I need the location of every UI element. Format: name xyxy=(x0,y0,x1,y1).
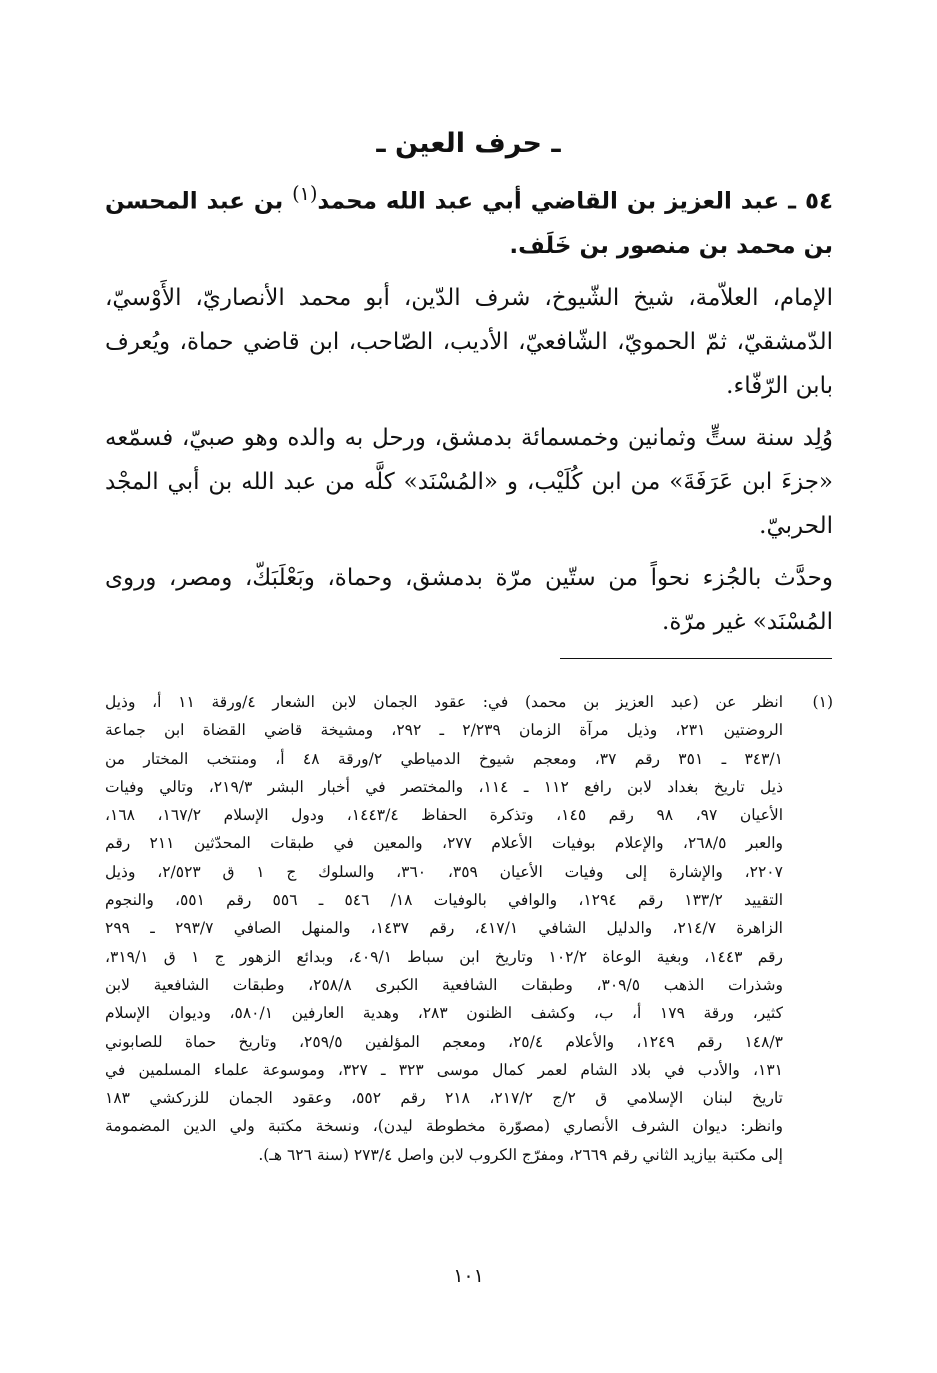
entry-paragraph: وُلِد سنة ستٍّ وثمانين وخمسمائة بدمشق، ورحل به والده وهو صبيّ، فسمّعه «جزءَ ابن عَرَفَةَ» من ابن كُلَيْب، و «المُسْنَد» كلَّه من عبد الله بن أبي المجْد الحربيّ. xyxy=(105,424,833,539)
footnote-line: رقم ١٤٤٣، وبغية الوعاة ١٠٢/٢ وتاريخ ابن سباط ٤٠٩/١، وبدائع الزهور ج ١ ق ٣١٩/١، xyxy=(105,947,783,966)
footnote-line: وانظر: ديوان الشرف الأنصاري (مصوّرة مخطوطة ليدن)، ونسخة مكتبة ولي الدين المضمومة xyxy=(105,1117,783,1136)
footnote-reference: (١) xyxy=(292,182,318,205)
footnote-line: ٢٢٠٧، والإشارة إلى وفيات الأعيان ٣٥٩، ٣٦٠، والسلوك ج ١ ق ٢/٥٢٣، وذيل xyxy=(105,862,783,881)
footnote-line: ٣٤٣/١ ـ ٣٥١ رقم ٣٧، ومعجم شيوخ الدمياطي ٢/ورقة ٤٨ أ، ومنتخب المختار من xyxy=(105,749,783,768)
footnote-line: ١٤٨/٣ رقم ١٢٤٩، والأعلام ٢٥/٤، ومعجم المؤلفين ٢٥٩/٥، وتاريخ حماة للصابوني xyxy=(105,1032,783,1051)
entry-paragraph: وحدَّث بالجُزء نحواً من ستّين مرّة بدمشق، وحماة، وبَعْلَبَكّ، ومصر، وروى المُسْنَد» غير مرّة. xyxy=(105,564,833,635)
footnote-line: انظر عن (عبد العزيز بن محمد) في: عقود الجمان لابن الشعار ٤/ورقة ١١ أ، وذيل xyxy=(105,693,783,711)
footnote-line: تاريخ لبنان الإسلامي ق ٢/ج ٢١٧/٢، ٢١٨ رقم ٥٥٢، وعقود الجمان للزركشي ١٨٣ xyxy=(105,1089,783,1108)
footnote-line: ١٣١، والأدب في بلاد الشام لعمر كمال موسى ٣٢٣ ـ ٣٢٧، وموسوعة علماء المسلمين في xyxy=(105,1060,783,1079)
footnote-line: وشذرات الذهب ٣٠٩/٥، وطبقات الشافعية الكبرى ٢٥٨/٨، وطبقات الشافعية لابن xyxy=(105,975,783,994)
footnote-line: التقييد ١٣٣/٢ رقم ١٢٩٤، والوافي بالوفيات ١٨/ ٥٤٦ ـ ٥٥٦ رقم ٥٥١، والنجوم xyxy=(105,891,783,910)
footnote-line: كثير، ورقة ١٧٩ أ، ب، وكشف الظنون ٢٨٣، وهدية العارفين ٥٨٠/١، وديوان الإسلام xyxy=(105,1004,783,1023)
entry-title xyxy=(105,172,833,268)
entry-paragraph: الإمام، العلاّمة، شيخ الشّيوخ، شرف الدّين، أبو محمد الأنصاريّ، الأَوْسيّ، الدّمشقيّ، ثمّ الحمويّ، الشّافعيّ، الأديب، الصّاحب، ابن قاضي حماة، ويُعرف بابن الرّفّاء. xyxy=(105,284,833,399)
footnote-line: الأعيان ٩٧، ٩٨ رقم ١٤٥، وتذكرة الحفاظ ١٤٤٣/٤، ودول الإسلام ١٦٧/٢، ١٦٨، xyxy=(105,806,783,825)
footnote-marker: (١) xyxy=(812,693,833,711)
footnote-text xyxy=(105,688,783,1169)
section-heading: ـ حرف العين ـ xyxy=(376,128,561,159)
entry-body xyxy=(105,172,833,652)
footnote-divider xyxy=(560,658,832,659)
footnote-line: إلى مكتبة بيازيد الثاني رقم ٢٦٦٩، ومفرّج الكروب لابن واصل ٢٧٣/٤ (سنة ٦٢٦ هـ). xyxy=(258,1145,783,1164)
footnote-line: الروضتين ٢٣١، وذيل مرآة الزمان ٢/٢٣٩ ـ ٢٩٢، ومشيخة قاضي القضاة ابن جماعة xyxy=(105,721,783,740)
entry-title-part2: بن عبد المحسن بن محمد بن منصور بن خَلَف. xyxy=(105,188,833,259)
page-number: ١٠١ xyxy=(453,1265,484,1287)
footnote-line: الزاهرة ٢١٤/٧، والدليل الشافي ٤١٧/١، رقم ١٤٣٧، والمنهل الصافي ٢٩٣/٧ ـ ٢٩٩ xyxy=(105,919,783,938)
entry-title-part1: ٥٤ ـ عبد العزيز بن القاضي أبي عبد الله محمد xyxy=(317,188,834,215)
footnote-line: ذيل تاريخ بغداد لابن رافع ١١٢ ـ ١١٤، والمختصر في أخبار البشر ٢١٩/٣، وتالي وفيات xyxy=(105,777,783,796)
footnote-line: والعبر ٢٦٨/٥، والإعلام بوفيات الأعلام ٢٧٧، والمعين في طبقات المحدّثين ٢١١ رقم xyxy=(105,834,783,853)
footnote xyxy=(105,688,833,1169)
